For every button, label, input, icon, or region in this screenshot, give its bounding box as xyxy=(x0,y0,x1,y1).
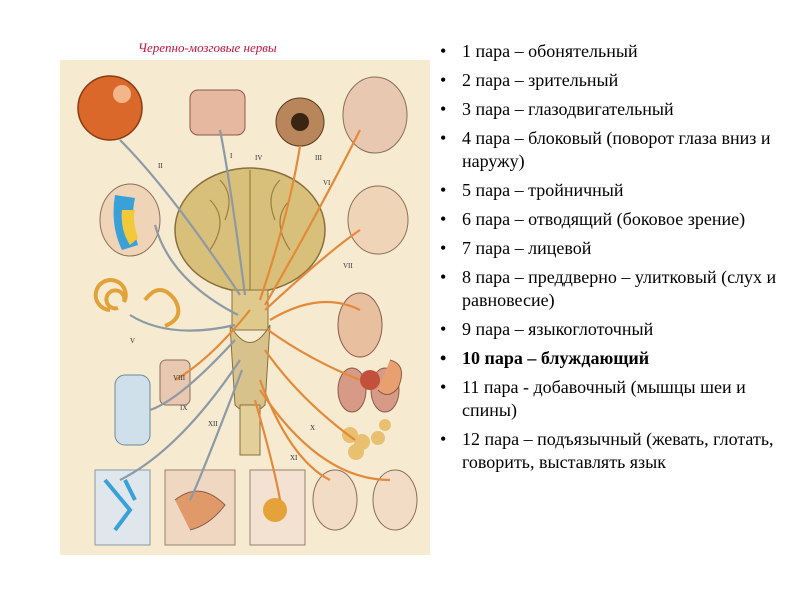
nerve-item: • 7 пара – лицевой xyxy=(440,237,790,260)
label-i: I xyxy=(230,152,233,160)
bottom-panel-1 xyxy=(95,470,150,545)
nerve-item: • 12 пара – подъязычный (жевать, глотать, говорить, выставлять язык xyxy=(440,428,790,474)
label-iv: IV xyxy=(255,154,263,162)
nerve-item: • 9 пара – языкоглоточный xyxy=(440,318,790,341)
nerve-item: • 4 пара – блоковый (поворот глаза вниз и наружу) xyxy=(440,127,790,173)
nerve-item: • 3 пара – глазодвигательный xyxy=(440,98,790,121)
label-viii: VIII xyxy=(173,374,186,382)
label-xi: XI xyxy=(290,454,298,462)
label-ii: II xyxy=(158,162,163,170)
label-v: V xyxy=(130,337,136,345)
anatomy-drawing xyxy=(60,60,430,555)
figure-caption: Черепно-мозговые нервы xyxy=(138,40,277,55)
bottom-panel-4 xyxy=(313,470,357,530)
head-profile-right xyxy=(348,186,408,254)
nerve-item: • 6 пара – отводящий (боковое зрение) xyxy=(440,208,790,231)
nerve-item: • 8 пара – преддверно – улитковый (слух и равновесие) xyxy=(440,266,790,312)
tongue-section xyxy=(338,293,382,357)
nerve-item: • 1 пара – обонятельный xyxy=(440,40,790,63)
label-vi: VI xyxy=(323,179,331,187)
nerve-item-highlighted: • 10 пара – блуждающий xyxy=(440,347,790,370)
spinal-cord xyxy=(240,405,260,455)
larynx xyxy=(115,375,150,445)
cranial-nerve-list xyxy=(440,40,790,480)
nasal-cavity xyxy=(190,90,245,135)
label-x: X xyxy=(310,424,316,432)
medulla xyxy=(230,325,270,413)
inner-ear xyxy=(96,280,126,310)
nerve-item: • 11 пара - добавочный (мышцы шеи и спины) xyxy=(440,376,790,422)
cranial-nerves-illustration xyxy=(60,60,430,555)
label-iii: III xyxy=(315,154,322,162)
nerve-item: • 5 пара – тройничный xyxy=(440,179,790,202)
label-ix: IX xyxy=(180,404,188,412)
label-xii: XII xyxy=(208,420,218,428)
eyeball xyxy=(78,76,142,140)
label-vii: VII xyxy=(343,262,353,270)
head-profile-right-top xyxy=(343,77,407,153)
nerve-item: • 2 пара – зрительный xyxy=(440,69,790,92)
